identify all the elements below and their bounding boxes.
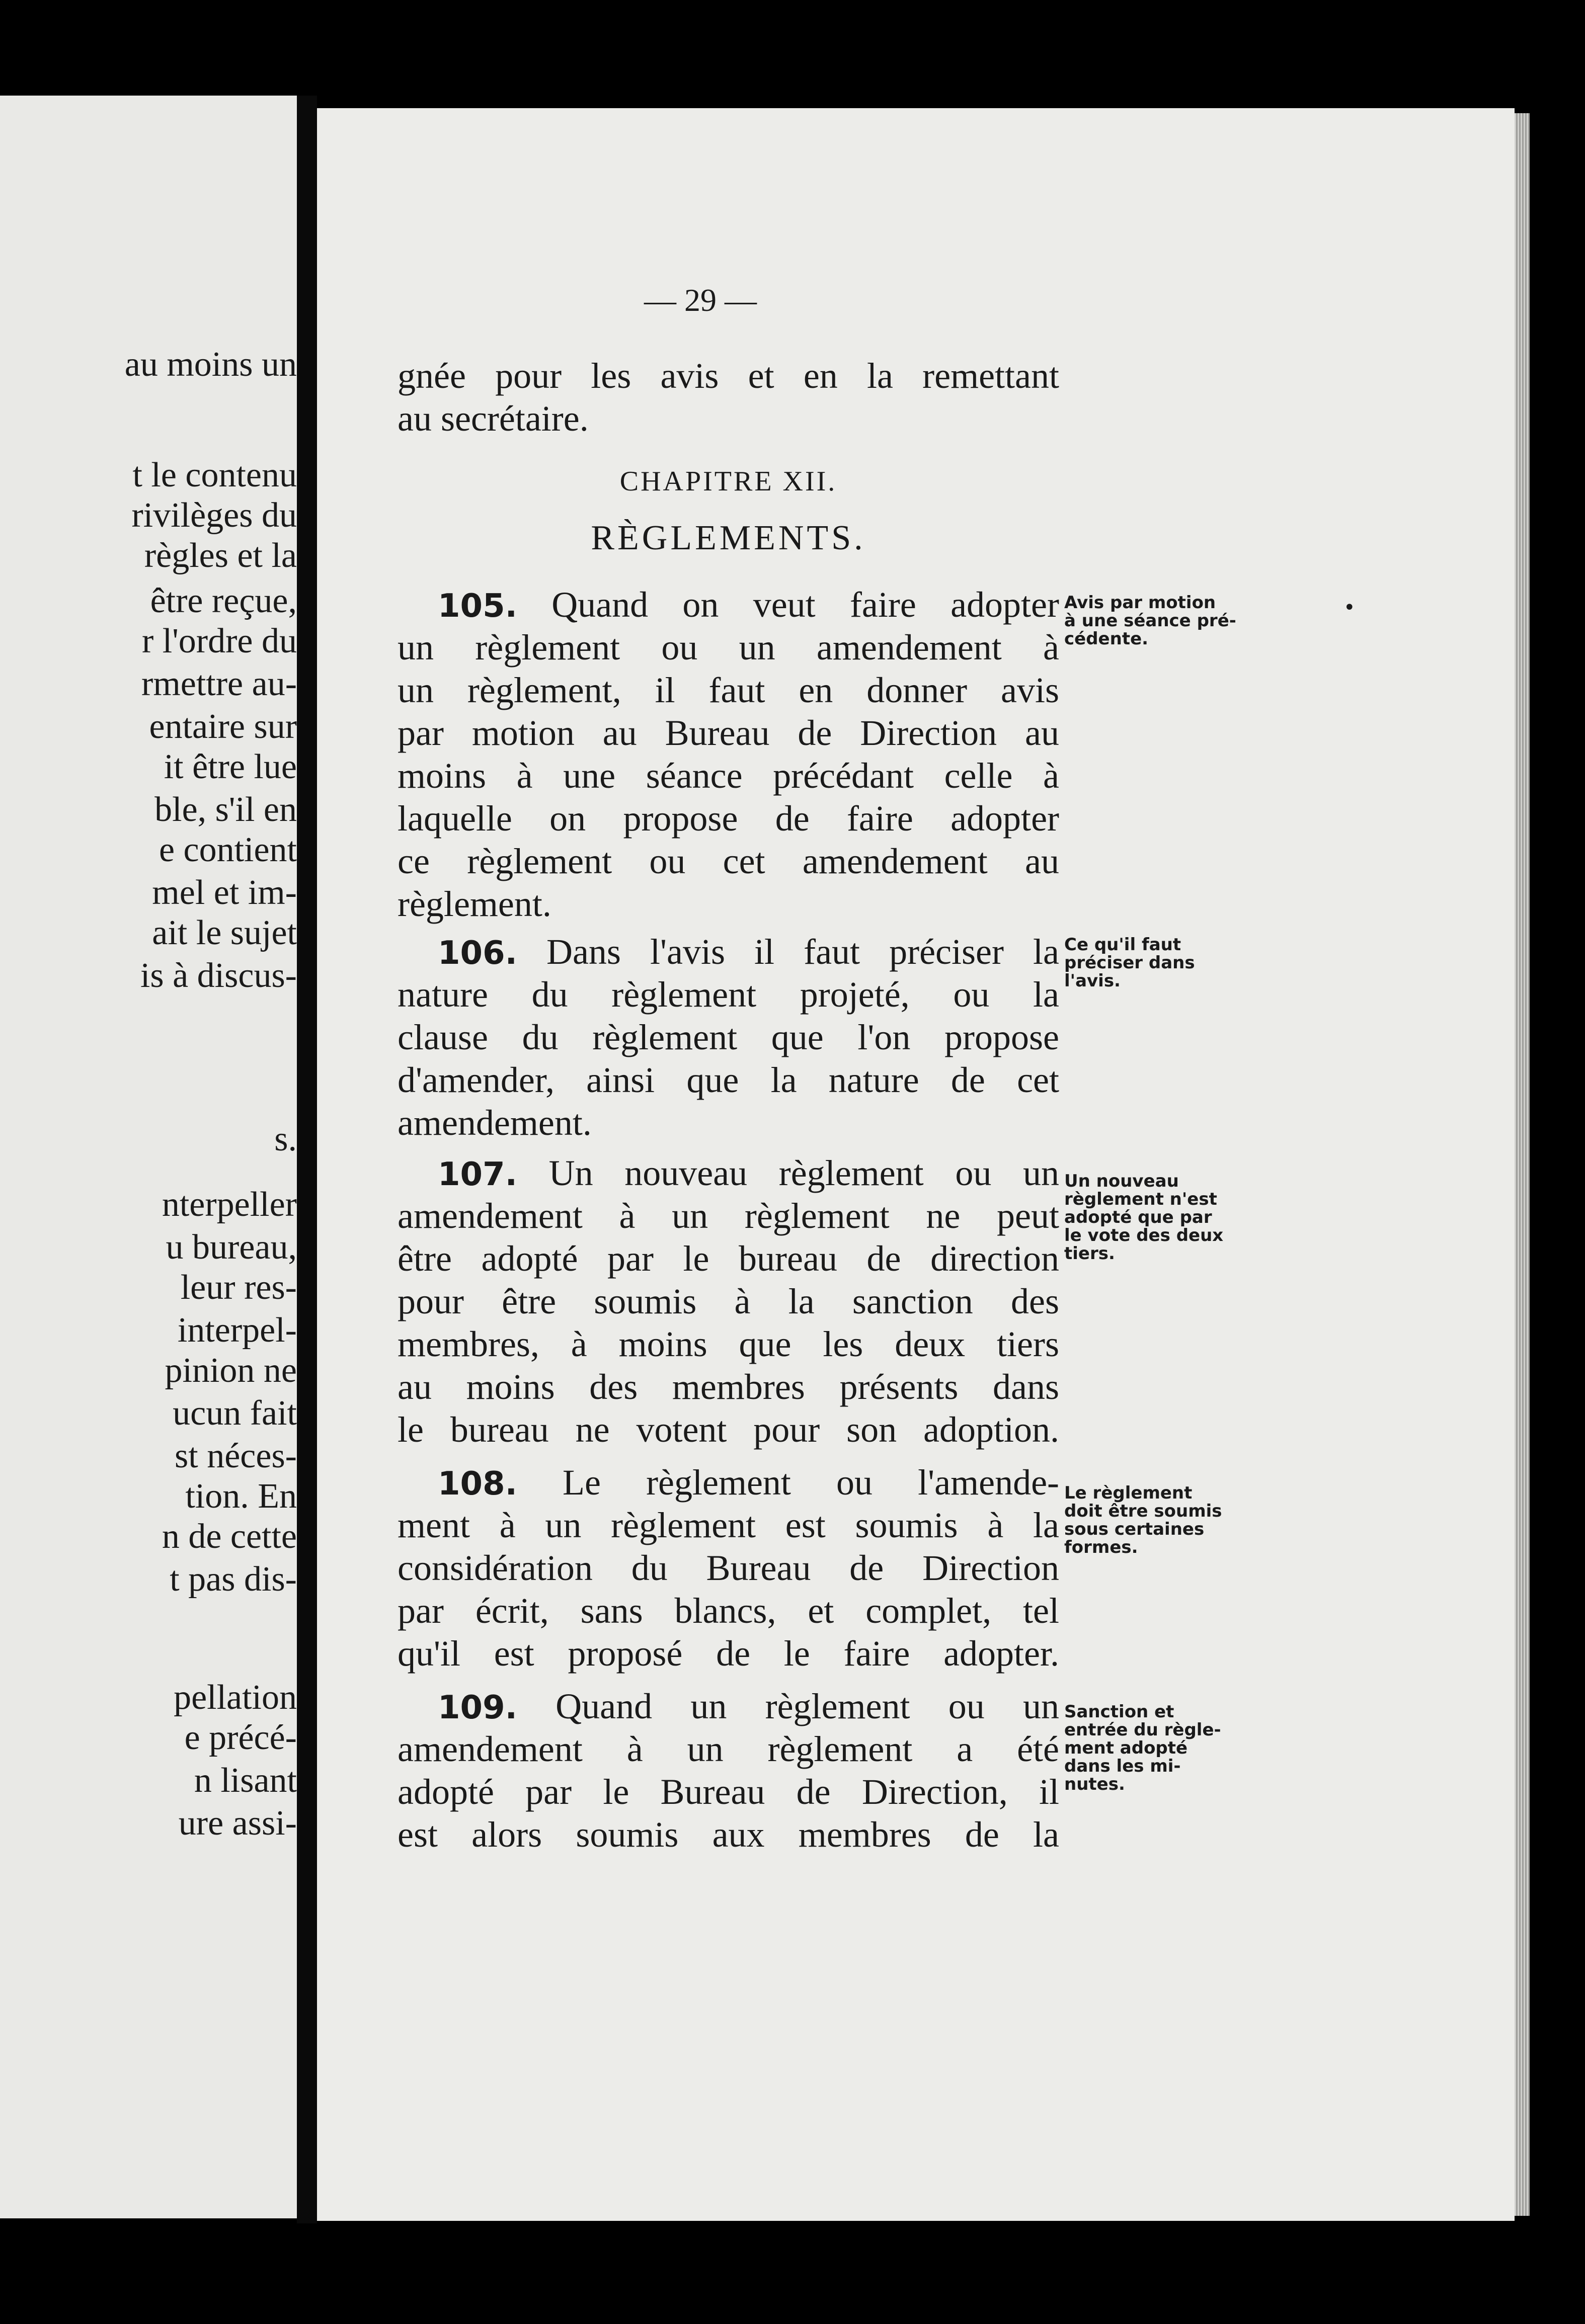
- speck-mark: •: [1343, 596, 1356, 619]
- body-line: nature du règlement projeté, ou la: [398, 974, 1059, 1015]
- margin-note-line: cédente.: [1064, 629, 1149, 649]
- body-line: ce règlement ou cet amendement au: [398, 841, 1059, 881]
- left-page-line: ucun fait: [173, 1394, 297, 1433]
- margin-note: [1064, 1172, 1245, 1263]
- left-page-text: [0, 96, 297, 2218]
- left-page-line: règles et la: [144, 536, 297, 575]
- body-line: amendement à un règlement ne peut: [398, 1196, 1059, 1236]
- book-gutter: [297, 96, 317, 2223]
- left-page-line: rivilèges du: [131, 496, 297, 535]
- left-page-line: nterpeller: [162, 1185, 297, 1224]
- left-page-line: s.: [274, 1120, 297, 1158]
- body-line: un règlement ou un amendement à: [398, 627, 1059, 668]
- body-line-text: Le règlement ou l'amende-: [517, 1462, 1059, 1503]
- page-number: — 29 —: [644, 282, 757, 318]
- body-line: gnée pour les avis et en la remettant: [398, 356, 1059, 396]
- margin-note-line: tiers.: [1064, 1243, 1115, 1264]
- left-page-line: e contient: [158, 831, 297, 869]
- margin-note-line: Avis par motion: [1064, 593, 1216, 613]
- margin-note-line: l'avis.: [1064, 971, 1121, 991]
- body-line: considération du Bureau de Direction: [398, 1548, 1059, 1588]
- margin-note-line: formes.: [1064, 1537, 1138, 1557]
- article-number: 106.: [438, 935, 517, 972]
- margin-note-line: le vote des deux: [1064, 1225, 1224, 1246]
- margin-note: [1064, 1484, 1245, 1556]
- margin-note-line: ment adopté: [1064, 1738, 1188, 1758]
- margin-note-line: entrée du règle-: [1064, 1720, 1221, 1740]
- left-page-line: entaire sur: [149, 707, 297, 746]
- left-page-line: r l'ordre du: [141, 622, 297, 660]
- left-page-line: is à discus-: [140, 956, 297, 995]
- left-page-line: pinion ne: [165, 1351, 297, 1390]
- body-line-text: Quand on veut faire adopter: [517, 585, 1059, 625]
- left-page-line: it être lue: [164, 748, 297, 786]
- body-line: moins à une séance précédant celle à: [398, 756, 1059, 796]
- body-line: au secrétaire.: [398, 398, 589, 439]
- article-number: 105.: [438, 588, 517, 625]
- body-line: laquelle on propose de faire adopter: [398, 798, 1059, 839]
- body-line: par écrit, sans blancs, et complet, tel: [398, 1591, 1059, 1631]
- body-line: adopté par le Bureau de Direction, il: [398, 1772, 1059, 1812]
- left-page-line: e précé-: [184, 1718, 297, 1757]
- body-line: clause du règlement que l'on propose: [398, 1017, 1059, 1057]
- left-page-line: st néces-: [175, 1437, 297, 1475]
- left-page-line: n lisant: [194, 1761, 297, 1800]
- margin-note-line: dans les mi-: [1064, 1756, 1181, 1776]
- left-page-line: mel et im-: [152, 873, 297, 912]
- margin-note-line: règlement n'est: [1064, 1189, 1217, 1209]
- body-line: est alors soumis aux membres de la: [398, 1814, 1059, 1855]
- margin-note-line: nutes.: [1064, 1774, 1125, 1794]
- body-line: [398, 1152, 1059, 1196]
- body-line: un règlement, il faut en donner avis: [398, 670, 1059, 710]
- left-page-line: n de cette: [162, 1517, 297, 1556]
- body-line: [398, 1461, 1059, 1505]
- left-page-line: ble, s'il en: [154, 790, 297, 829]
- margin-note-line: Sanction et: [1064, 1702, 1174, 1722]
- left-page-line: u bureau,: [166, 1228, 297, 1267]
- body-line: pour être soumis à la sanction des: [398, 1281, 1059, 1321]
- margin-note: [1064, 594, 1245, 648]
- left-page: [0, 96, 297, 2218]
- body-line: ment à un règlement est soumis à la: [398, 1505, 1059, 1545]
- margin-note-line: adopté que par: [1064, 1207, 1212, 1227]
- body-line: le bureau ne votent pour son adoption.: [398, 1409, 1059, 1450]
- margin-note-line: doit être soumis: [1064, 1501, 1222, 1521]
- margin-note-line: Ce qu'il faut: [1064, 935, 1181, 955]
- margin-note-line: à une séance pré-: [1064, 611, 1236, 631]
- body-line: règlement.: [398, 884, 551, 924]
- article-number: 107.: [438, 1156, 517, 1193]
- left-page-line: t le contenu: [132, 456, 297, 494]
- body-line: amendement à un règlement a été: [398, 1729, 1059, 1769]
- body-line: [398, 1685, 1059, 1729]
- body-line: amendement.: [398, 1103, 592, 1143]
- body-line: [398, 584, 1059, 627]
- left-page-line: pellation: [174, 1678, 297, 1717]
- article-number: 108.: [438, 1465, 517, 1503]
- left-page-line: interpel-: [177, 1311, 297, 1350]
- margin-note-line: sous certaines: [1064, 1519, 1205, 1539]
- left-page-line: ait le sujet: [152, 914, 297, 952]
- margin-note-line: Le règlement: [1064, 1483, 1193, 1503]
- section-title: RÈGLEMENTS.: [591, 519, 866, 557]
- body-line: qu'il est proposé de le faire adopter.: [398, 1633, 1059, 1674]
- page-edge: [1515, 113, 1530, 2216]
- left-page-line: leur res-: [180, 1268, 297, 1307]
- left-page-line: ure assi-: [178, 1804, 297, 1843]
- article-number: 109.: [438, 1689, 517, 1726]
- left-page-line: au moins un: [124, 345, 297, 384]
- body-line: d'amender, ainsi que la nature de cet: [398, 1060, 1059, 1100]
- chapter-heading: CHAPITRE XII.: [619, 466, 837, 497]
- body-line: [398, 931, 1059, 974]
- body-line-text: Quand un règlement ou un: [517, 1686, 1059, 1726]
- left-page-line: t pas dis-: [170, 1560, 297, 1599]
- body-line: membres, à moins que les deux tiers: [398, 1324, 1059, 1364]
- left-page-line: tion. En: [185, 1477, 297, 1516]
- body-line: être adopté par le bureau de direction: [398, 1238, 1059, 1279]
- left-page-line: être reçue,: [150, 582, 297, 620]
- margin-note: [1064, 1703, 1245, 1793]
- margin-note-line: préciser dans: [1064, 953, 1195, 973]
- margin-note-line: Un nouveau: [1064, 1171, 1179, 1191]
- left-page-line: rmettre au-: [141, 665, 297, 703]
- body-line: par motion au Bureau de Direction au: [398, 713, 1059, 753]
- body-line: au moins des membres présents dans: [398, 1367, 1059, 1407]
- body-line-text: Un nouveau règlement ou un: [517, 1153, 1059, 1193]
- margin-note: [1064, 936, 1245, 990]
- body-line-text: Dans l'avis il faut préciser la: [517, 932, 1059, 972]
